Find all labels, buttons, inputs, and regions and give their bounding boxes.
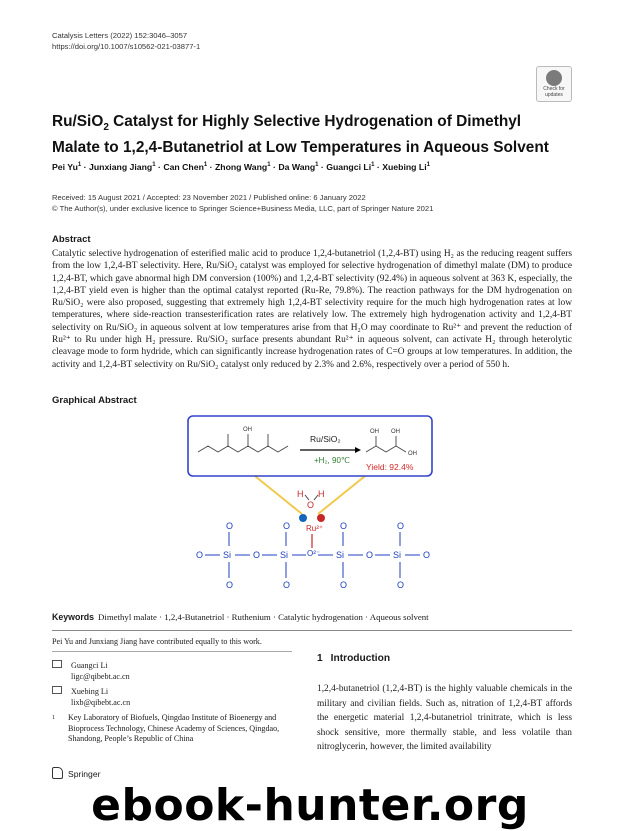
author: Can Chen [163,162,204,172]
doi-link[interactable]: https://doi.org/10.1007/s10562-021-03877-1 [52,42,201,51]
lattice-o: O [366,550,374,560]
correspondent-name: Guangci Li [71,661,108,670]
lattice-si-3: Si [336,550,345,560]
bookmark-icon [546,70,562,86]
contribution-note: Pei Yu and Junxiang Jiang have contributed equally to this work. [52,637,262,646]
water-h-right: H [318,489,325,499]
affiliation [52,713,292,745]
author: Zhong Wang [214,162,268,172]
lattice-si-4: Si [393,550,402,560]
product-oh-1: OH [370,429,379,435]
envelope-icon [52,686,62,694]
abstract-body [52,248,572,371]
lattice-o: O [196,550,204,560]
graphical-abstract-heading: Graphical Abstract [52,395,137,406]
springer-logo-icon [52,767,63,779]
watermark: ebook-hunter.org [91,780,529,831]
conditions-label: +H₂, 90℃ [314,456,350,465]
divider [52,630,572,631]
copyright-line: © The Author(s), under exclusive licence to Springer Science+Business Media, LLC, part of Springer Nature 2021 [52,203,434,213]
yield-label: Yield: 92.4% [366,462,414,472]
electron-dot-red [317,514,325,522]
keywords-text: Dimethyl malate · 1,2,4-Butanetriol · Ruthenium · Catalytic hydrogenation · Aqueous solvent [98,612,429,622]
badge-line2: updates [545,91,563,98]
water-o: O [307,500,315,510]
badge-line1: Check for [543,86,565,92]
correspondent-email[interactable]: ligc@qibebt.ac.cn [71,672,130,681]
keywords [52,612,429,622]
dates-line: Received: 15 August 2021 / Accepted: 23 November 2021 / Published online: 6 January 2022 [52,193,366,202]
electron-dot-blue [299,514,307,522]
section-number: 1 [317,653,323,664]
catalyst-label: Ru/SiO₂ [310,434,341,444]
author: Da Wang [278,162,316,172]
product-oh-2: OH [391,429,400,435]
ru-ion: Ru²⁺ [306,524,324,533]
journal-header [52,30,200,52]
paper-title: Ru/SiO$_2$ Catalyst for Highly Selective Hydrogenation of Dimethyl Malate to 1,2,4‑Butanetriol at Low Temperatures in Aqueous Solvent [52,113,549,157]
lattice-si-2: Si [280,550,289,560]
abstract-text: Catalytic selective hydrogenation of esterified malic acid to produce 1,2,4-butanetriol (1,2,4-BT) using H₂ as the reducing reagent suffers from the low 1,2,4-BT selectivity. Here, Ru/SiO₂ catalyst was employed for selective hydrogenation of dimethyl malate (DM) to produce 1,2,4-BT, which gave abnormal high DM conversion (100%) and 1,2,4-BT selectivity (92.4%) in aqueous solvent at 363 K, especially, the 1,2,4-BT yield even is higher than the optimal catalyst reported (Ru-Re, 79.8%). The reaction pathways for the DM hydrogenation on Ru/SiO₂ were also proposed, suggesting that extremely high 1,2,4-BT selectivity require for the much high hydrogenation rates at low temperatures, where side-reaction transesterification rates are relatively low. The extremely high hydrogenation activity and 1,2,4-BT selectivity on Ru/SiO₂ in aqueous solvent at low temperatures arise from that H₂O may coordinate to Ru²⁺ and prevent the reduction of Ru²⁺ to Ru under high H₂ pressure. Ru/SiO₂ surface presents abundant Ru²⁺ in aqueous solvent, can activate H₂ through heterolytic cleavage mode to form hydride, which can significantly increase hydrogenation rates of C=O groups at low temperatures. In addition, the activity and 1,2,4-BT selectivity on Ru/SiO₂ catalyst only reduced by 2.3% and 2.6%, respectively over a period of 550 h. [52,249,572,370]
lattice-o: O [226,580,234,590]
lattice-si-1: Si [223,550,232,560]
publisher-footer [52,767,100,779]
author: Pei Yu [52,162,78,172]
lattice-o: O [340,580,348,590]
lattice-o: O [340,521,348,531]
lattice-o: O [283,580,291,590]
affiliation-text: Key Laboratory of Biofuels, Qingdao Institute of Bioenergy and Bioprocess Technology, Chinese Academy of Sciences, Qingdao, Shandong, People’s Republic of China [68,713,280,743]
surface-o-ion: O²⁻ [307,549,321,558]
water-h-left: H [297,489,304,499]
support-line-left [250,472,302,514]
abstract-heading: Abstract [52,234,91,245]
journal-citation: Catalysis Letters (2022) 152:3046–3057 [52,31,188,40]
check-for-updates-badge[interactable] [536,66,572,102]
section-title: Introduction [330,653,391,664]
author: Xuebing Li [382,162,427,172]
correspondent-email[interactable]: lixb@qibebt.ac.cn [71,698,131,707]
correspondence-2 [52,686,130,708]
footnote-divider [52,651,292,652]
author: Junxiang Jiang [89,162,153,172]
lattice-o: O [283,521,291,531]
correspondent-name: Xuebing Li [71,687,109,696]
lattice-o: O [423,550,431,560]
section-heading [317,653,398,664]
publisher-name: Springer [68,769,101,779]
envelope-icon [52,660,62,668]
keywords-label: Keywords [52,612,95,622]
correspondence-1 [52,660,130,682]
reactant-oh: OH [243,427,252,433]
author: Guangci Li [326,162,372,172]
affiliation-number: 1 [52,715,55,721]
graphical-abstract-figure [180,412,440,602]
publication-dates [52,193,433,214]
author-list: Pei $Yu^1$ · Junxiang Jiang$^1$ · Can Chen$^1$ · Zhong Wang$^1$ · Da Wang$^1$ · Guangci $Li^1$ · Xuebing Li$^1$ [52,162,430,172]
lattice-o: O [253,550,261,560]
lattice-o: O [397,580,405,590]
support-line-right [318,472,370,514]
lattice-o: O [226,521,234,531]
lattice-o: O [397,521,405,531]
introduction-text: 1,2,4-butanetriol (1,2,4-BT) is the highly valuable chemicals in the military and civilian fields. Such as, nitration of 1,2,4-BT affords the energetic material 1,2,4-butanetriol trinitrate, which is less shock sensitive, more thermally stable, and less volatile than nitroglycerin, however, the limited availability [317,684,572,752]
product-oh-3: OH [408,451,417,457]
